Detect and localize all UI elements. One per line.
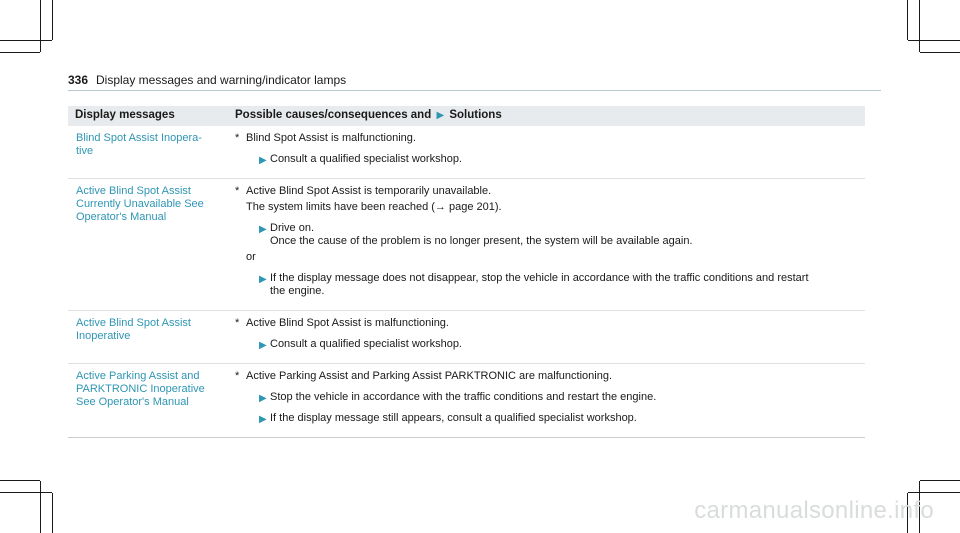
bullet-star-icon: * bbox=[235, 185, 240, 197]
page-number: 336 bbox=[68, 73, 89, 87]
message-cell bbox=[68, 364, 228, 438]
crop-mark bbox=[907, 0, 908, 40]
play-arrow-icon: ▶ bbox=[259, 274, 267, 285]
or-label: or bbox=[246, 251, 256, 263]
crop-mark bbox=[52, 0, 53, 40]
cause-item bbox=[233, 185, 857, 198]
message-text: Active Blind Spot Assist Inoperative bbox=[76, 317, 191, 342]
bullet-star-icon: * bbox=[235, 370, 240, 382]
crop-mark bbox=[920, 52, 960, 53]
table-header-row bbox=[68, 106, 865, 126]
crop-mark bbox=[920, 480, 960, 481]
play-arrow-icon: ▶ bbox=[259, 414, 267, 425]
cause-text: Blind Spot Assist is malfunctioning. bbox=[246, 132, 416, 144]
solution-step bbox=[233, 338, 857, 351]
step-text: If the display message still appears, consult a qualified specialist workshop. bbox=[270, 412, 637, 424]
causes-cell bbox=[228, 126, 865, 179]
step-note: Once the cause of the problem is no longer present, the system will be available again. bbox=[270, 235, 693, 247]
cause-item bbox=[233, 370, 857, 383]
cause-item bbox=[233, 132, 857, 145]
message-text: Active Blind Spot Assist Currently Unavailable See Operator's Manual bbox=[76, 185, 204, 223]
step-text: Consult a qualified specialist workshop. bbox=[270, 338, 462, 350]
crop-mark bbox=[919, 0, 920, 52]
column-header-messages: Display messages bbox=[68, 106, 228, 126]
message-text: Blind Spot Assist Inopera- tive bbox=[76, 132, 202, 157]
cause-item bbox=[233, 317, 857, 330]
page-title: Display messages and warning/indicator lamps bbox=[96, 73, 347, 87]
play-arrow-icon: ▶ bbox=[436, 110, 445, 121]
display-messages-table bbox=[68, 106, 865, 438]
solution-step bbox=[233, 222, 857, 248]
play-arrow-icon: ▶ bbox=[259, 393, 267, 404]
message-cell bbox=[68, 126, 228, 179]
watermark: carmanualsonline.info bbox=[694, 497, 934, 524]
play-arrow-icon: ▶ bbox=[259, 340, 267, 351]
crop-mark bbox=[0, 40, 52, 41]
crop-mark bbox=[0, 480, 40, 481]
message-text: Active Parking Assist and PARKTRONIC Inoperative See Operator's Manual bbox=[76, 370, 205, 408]
message-cell bbox=[68, 179, 228, 311]
step-text: Drive on. bbox=[270, 222, 315, 234]
table-row bbox=[68, 364, 865, 438]
solution-step bbox=[233, 391, 857, 404]
causes-cell bbox=[228, 179, 865, 311]
bullet-star-icon: * bbox=[235, 132, 240, 144]
solution-step bbox=[233, 153, 857, 166]
table-row bbox=[68, 179, 865, 311]
play-arrow-icon: ▶ bbox=[259, 224, 267, 235]
causes-cell bbox=[228, 364, 865, 438]
column-header-causes-label: Possible causes/consequences and bbox=[235, 109, 432, 121]
cause-text: Active Blind Spot Assist is temporarily unavailable. bbox=[246, 185, 492, 197]
message-cell bbox=[68, 311, 228, 364]
crop-mark bbox=[40, 0, 41, 52]
column-header-causes bbox=[228, 106, 865, 126]
crop-mark bbox=[0, 492, 52, 493]
step-text: If the display message does not disappear, stop the vehicle in accordance with the traffic conditions and restart the engine. bbox=[270, 272, 809, 297]
header-divider bbox=[68, 90, 881, 91]
bullet-star-icon: * bbox=[235, 317, 240, 329]
step-text: Consult a qualified specialist workshop. bbox=[270, 153, 462, 165]
crop-mark bbox=[40, 481, 41, 533]
table-row bbox=[68, 311, 865, 364]
solution-step bbox=[233, 412, 857, 425]
solution-step bbox=[233, 272, 857, 298]
cause-text: Active Blind Spot Assist is malfunctioning. bbox=[246, 317, 449, 329]
crop-mark bbox=[908, 492, 960, 493]
table-row bbox=[68, 126, 865, 179]
causes-cell bbox=[228, 311, 865, 364]
cause-detail: The system limits have been reached (→ page 201). bbox=[246, 201, 502, 213]
step-text: Stop the vehicle in accordance with the traffic conditions and restart the engine. bbox=[270, 391, 657, 403]
cause-text: Active Parking Assist and Parking Assist PARKTRONIC are malfunctioning. bbox=[246, 370, 612, 382]
crop-mark bbox=[0, 52, 40, 53]
play-arrow-icon: ▶ bbox=[259, 155, 267, 166]
crop-mark bbox=[52, 493, 53, 533]
crop-mark bbox=[908, 40, 960, 41]
column-header-solutions-label: Solutions bbox=[449, 109, 502, 121]
